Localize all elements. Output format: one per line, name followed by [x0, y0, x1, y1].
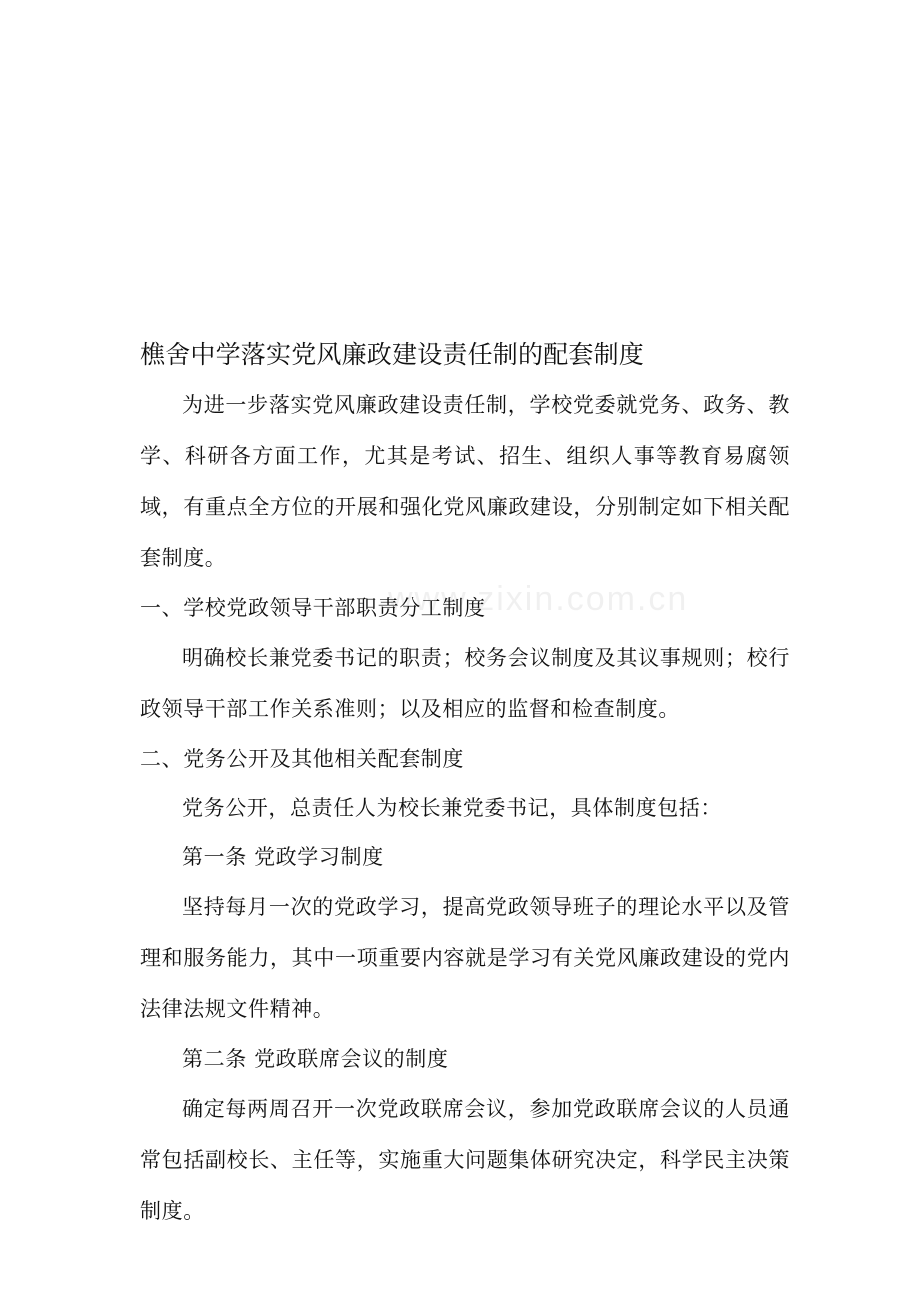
article-1-heading: 第一条 党政学习制度: [182, 845, 384, 869]
article-2-heading: 第二条 党政联席会议的制度: [182, 1047, 449, 1071]
section-1-heading: 一、学校党政领导干部职责分工制度: [140, 596, 486, 620]
document-body: [140, 330, 790, 1237]
section-2-heading: 二、党务公开及其他相关配套制度: [140, 747, 464, 771]
article-2-body: 确定每两周召开一次党政联席会议，参加党政联席会议的人员通常包括副校长、主任等，实施重大问题集体研究决定，科学民主决策制度。: [140, 1097, 790, 1223]
document-title: 樵舍中学落实党风廉政建设责任制的配套制度: [140, 340, 645, 369]
section-2-body: 党务公开，总责任人为校长兼党委书记，具体制度包括：: [182, 796, 722, 820]
watermark: www.zixin.com.cn: [388, 580, 689, 618]
article-1-body: 坚持每月一次的党政学习，提高党政领导班子的理论水平以及管理和服务能力，其中一项重要内容就是学习有关党风廉政建设的党内法律法规文件精神。: [140, 895, 790, 1021]
section-1-body: 明确校长兼党委书记的职责；校务会议制度及其议事规则；校行政领导干部工作关系准则；以及相应的监督和检查制度。: [140, 646, 790, 721]
intro-paragraph: 为进一步落实党风廉政建设责任制，学校党委就党务、政务、教学、科研各方面工作，尤其是考试、招生、组织人事等教育易腐领域，有重点全方位的开展和强化党风廉政建设，分别制定如下相关配套制度。: [140, 393, 790, 570]
